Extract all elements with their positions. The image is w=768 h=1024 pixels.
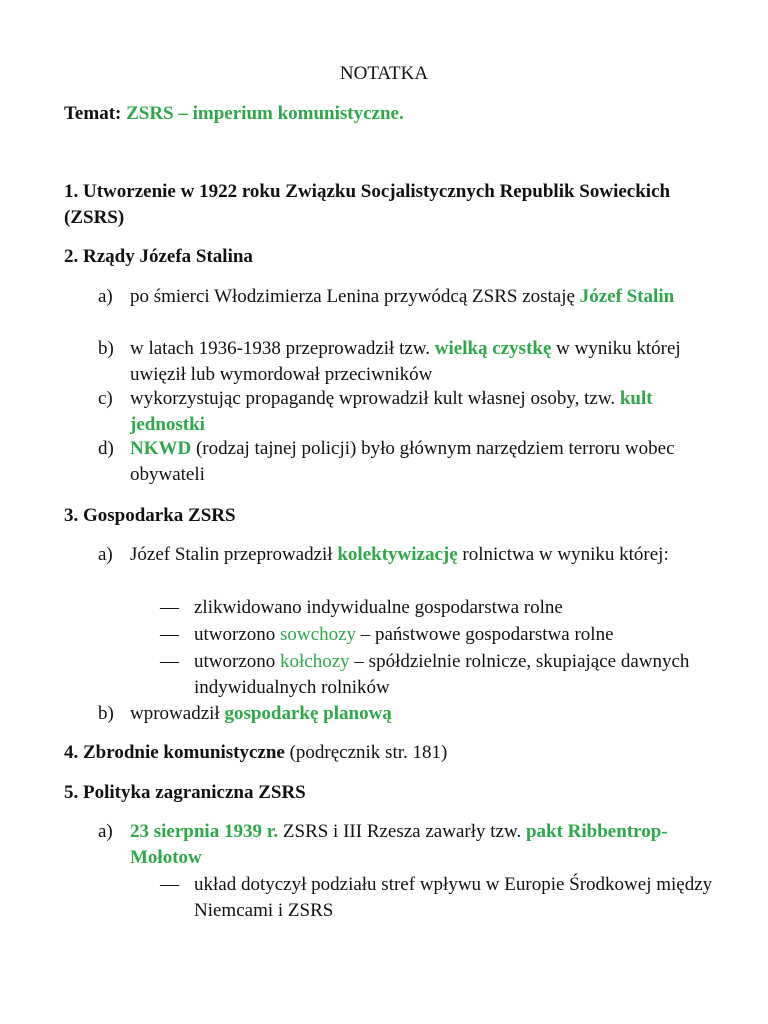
section-5-item-a [98, 819, 718, 871]
item-label: a) [98, 286, 113, 307]
highlight-term: kolektywizację [337, 544, 458, 565]
highlight-term: gospodarkę planową [224, 703, 392, 724]
section-3-dash-2 [160, 622, 720, 648]
highlight-term: kołchozy [280, 651, 350, 672]
section-2-item-c [98, 386, 718, 438]
dash-text: – spółdzielnie rolnicze, skupiające dawnych indywidualnych rolników [194, 651, 690, 698]
item-label: c) [98, 388, 113, 409]
dash-text: utworzono [194, 651, 281, 672]
dash-bullet: — [160, 874, 179, 895]
topic-line [64, 101, 404, 127]
section-1-heading: 1. Utworzenie w 1922 roku Związku Socjalistycznych Republik Sowieckich (ZSRS) [64, 181, 671, 228]
section-2-item-d [98, 436, 718, 488]
section-3-item-b [98, 701, 718, 727]
dash-text: utworzono [194, 624, 281, 645]
item-text: w wyniku której uwięził lub wymordował przeciwników [130, 338, 681, 385]
highlight-term: NKWD [130, 438, 192, 459]
dash-text: – państwowe gospodarstwa rolne [356, 624, 614, 645]
page-title: NOTATKA [339, 63, 429, 84]
section-3-heading: 3. Gospodarka ZSRS [64, 505, 236, 526]
item-label: b) [98, 703, 114, 724]
highlight-term: Józef Stalin [579, 286, 675, 307]
topic-text: ZSRS – imperium komunistyczne. [126, 103, 404, 124]
dash-bullet: — [160, 624, 179, 645]
dash-text: układ dotyczył podziału stref wpływu w Europie Środkowej między Niemcami i ZSRS [194, 874, 713, 921]
item-label: a) [98, 544, 113, 565]
section-4-heading [64, 740, 734, 766]
section-2-heading: 2. Rządy Józefa Stalina [64, 246, 253, 267]
section-2-item-b [98, 336, 718, 388]
highlight-term: wielką czystkę [434, 338, 552, 359]
section-2-item-a [98, 284, 718, 310]
dash-text: zlikwidowano indywidualne gospodarstwa rolne [194, 597, 563, 618]
item-label: d) [98, 438, 114, 459]
section-5-heading: 5. Polityka zagraniczna ZSRS [64, 782, 306, 803]
dash-bullet: — [160, 651, 179, 672]
item-text: ZSRS i III Rzesza zawarły tzw. [278, 821, 526, 842]
item-label: b) [98, 338, 114, 359]
item-text: Józef Stalin przeprowadził [130, 544, 338, 565]
section-3-dash-1 [160, 595, 720, 621]
section-3-dash-3 [160, 649, 720, 701]
topic-label: Temat: [64, 103, 122, 124]
item-label: a) [98, 821, 113, 842]
item-text: wykorzystując propagandę wprowadził kult własnej osoby, tzw. [130, 388, 620, 409]
section-3-item-a [98, 542, 718, 568]
highlight-term: pakt Ribbentrop-Mołotow [130, 821, 668, 868]
item-text: (rodzaj tajnej policji) było głównym narzędziem terroru wobec obywateli [130, 438, 675, 485]
section-5-dash-1 [160, 872, 720, 924]
item-text: po śmierci Włodzimierza Lenina przywódcą ZSRS zostaję [130, 286, 580, 307]
dash-bullet: — [160, 597, 179, 618]
highlight-term: 23 sierpnia 1939 r. [130, 821, 279, 842]
highlight-term: sowchozy [280, 624, 356, 645]
item-text: wprowadził [130, 703, 225, 724]
section-4-note: (podręcznik str. 181) [284, 742, 448, 763]
item-text: w latach 1936-1938 przeprowadził tzw. [130, 338, 435, 359]
highlight-term: kult jednostki [130, 388, 653, 435]
item-text: rolnictwa w wyniku której: [457, 544, 669, 565]
section-4-title: 4. Zbrodnie komunistyczne [64, 742, 285, 763]
